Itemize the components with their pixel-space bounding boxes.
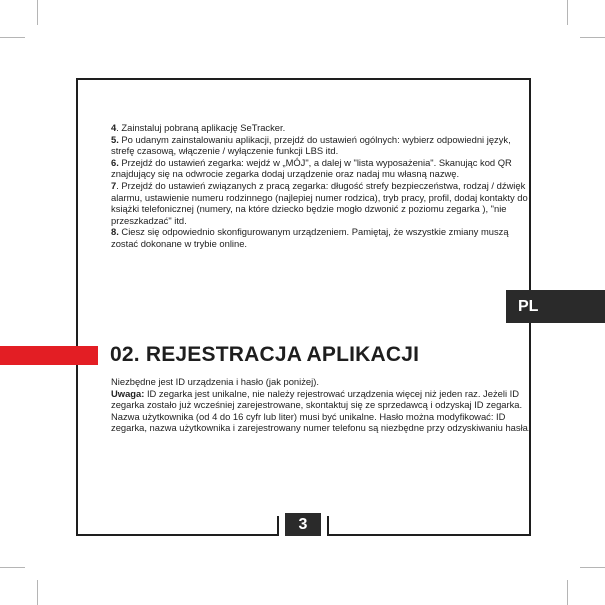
section-heading: 02. REJESTRACJA APLIKACJI bbox=[110, 343, 420, 366]
step-item bbox=[111, 134, 531, 157]
language-tab: PL bbox=[506, 290, 605, 323]
page-number-bracket-right bbox=[327, 516, 329, 536]
intro-text: Niezbędne jest ID urządzenia i hasło (jak poniżej). bbox=[111, 376, 319, 387]
step-number: 8. bbox=[111, 226, 119, 238]
step-item bbox=[111, 180, 531, 226]
note-label: Uwaga: bbox=[111, 387, 145, 399]
step-number: 7 bbox=[111, 179, 117, 191]
step-text: Przejdź do ustawień zegarka: wejdź w „MÓJ", a dalej w "lista wyposażenia". Skanując kod QR znajdujący się na odwrocie zegarka dodaj urządzenie oraz nadaj mu własną nazwę. bbox=[111, 156, 512, 180]
registration-section bbox=[111, 376, 531, 434]
step-number: 6. bbox=[111, 156, 119, 168]
page-number-bracket-left bbox=[277, 516, 279, 536]
page-frame-bottom-left bbox=[76, 534, 279, 536]
page-frame-left bbox=[76, 78, 78, 536]
step-item bbox=[111, 122, 531, 134]
step-text: . Zainstaluj pobraną aplikację SeTracker. bbox=[116, 122, 286, 133]
page-frame-bottom-right bbox=[327, 534, 531, 536]
crop-mark bbox=[567, 0, 568, 25]
note-paragraph bbox=[111, 388, 531, 434]
crop-mark bbox=[580, 37, 605, 38]
crop-mark bbox=[37, 0, 38, 25]
section-accent-bar bbox=[0, 346, 98, 365]
note-text: ID zegarka jest unikalne, nie należy rejestrować urządzenia więcej niż jeden raz. Jeżeli ID zegarka zostało już wcześniej zarejestrowane, skontaktuj się ze sprzedawcą i odzyskaj ID zegarka. Nazwa użytkownika (od 4 do 16 cyfr lub liter) musi być unikalne. Hasło można modyfikować: ID zegarka, nazwa użytkownika i zarejestrowany numer telefonu są niezbędne przy odzyskiwaniu hasła. bbox=[111, 387, 531, 434]
step-text: Po udanym zainstalowaniu aplikacji, przejdź do ustawień ogólnych: wybierz odpowiedni język, strefę czasową, włączenie / wyłączenie funkcji LBS itd. bbox=[111, 133, 511, 157]
crop-mark bbox=[580, 567, 605, 568]
step-text: . Przejdź do ustawień związanych z pracą zegarka: długość strefy bezpieczeństwa, rodzaj / dźwięk alarmu, ustawienie numeru rodzinnego (najlepiej numer rodzica), tryb pracy, profil, dodaj kontakty do książki telefonicznej (numery, na które dziecko będzie mogło dzwonić z poziomu zegarka ), "nie przeszkadzać" itd. bbox=[111, 179, 528, 226]
page-number: 3 bbox=[285, 513, 321, 536]
page-frame-top bbox=[76, 78, 531, 80]
step-number: 5. bbox=[111, 133, 119, 145]
step-number: 4 bbox=[111, 122, 117, 133]
crop-mark bbox=[0, 37, 25, 38]
crop-mark bbox=[567, 580, 568, 605]
steps-list bbox=[111, 122, 531, 250]
step-text: Ciesz się odpowiednio skonfigurowanym urządzeniem. Pamiętaj, że wszystkie zmiany muszą zostać dokonane w trybie online. bbox=[111, 226, 509, 249]
crop-mark bbox=[37, 580, 38, 605]
crop-mark bbox=[0, 567, 25, 568]
step-item bbox=[111, 157, 531, 180]
step-item bbox=[111, 226, 531, 249]
